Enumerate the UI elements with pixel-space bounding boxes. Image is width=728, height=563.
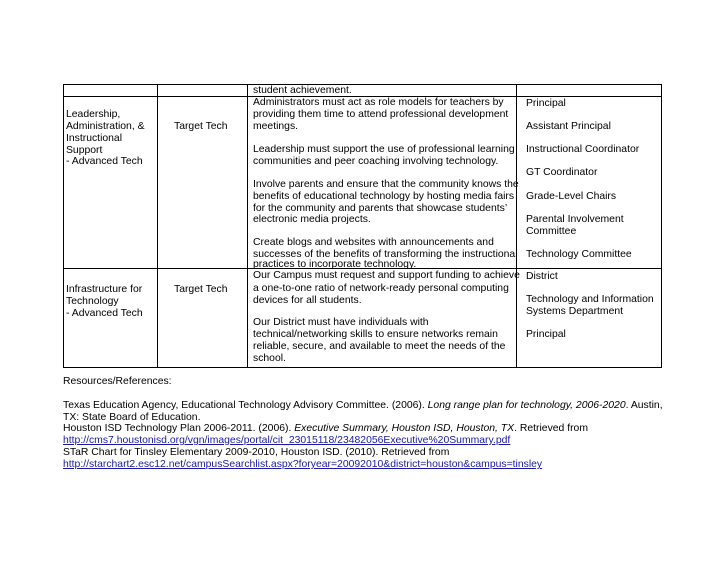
reference-text: . Retrieved from [514,423,588,434]
table-cell-action: providing them time to attend professional development [253,109,509,120]
table-cell-action: electronic media projects. [253,214,371,225]
reference-text: STaR Chart for Tinsley Elementary 2009-2010, Houston ISD. (2010). Retrieved from [63,447,450,458]
table-cell-action: successes of the benefits of transforming the instructional [253,249,518,260]
table-cell-area: Support [66,145,103,156]
table-cell-action: Involve parents and ensure that the community knows the [253,179,519,190]
table-cell-area: Leadership, [66,109,121,120]
reference-text: TX: State Board of Education. [63,412,201,423]
table-cell-area: Technology [66,296,119,307]
table-cell-responsible: Technology Committee [526,249,632,260]
reference-text: Texas Education Agency, Educational Technology Advisory Committee. (2006). [63,400,428,411]
table-cell-responsible: Systems Department [526,306,624,317]
table-cell-action: a one-to-one ratio of network-ready personal computing [253,283,509,294]
col-divider [516,84,517,368]
table-cell-area: Administration, & [66,121,145,132]
table-cell-responsible: Instructional Coordinator [526,144,640,155]
table-cell-action: school. [253,353,286,364]
table-cell-responsible: District [526,271,558,282]
table-cell-action: Leadership must support the use of professional learning [253,144,515,155]
col-divider [661,84,662,368]
table-cell-area: Instructional [66,133,123,144]
table-cell-action: reliable, secure, and available to meet the needs of the [253,341,506,352]
reference-title: Long range plan for technology, 2006-2020 [427,400,626,411]
table-cell-level: Target Tech [174,284,228,295]
table-cell-responsible: Grade-Level Chairs [526,191,617,202]
table-cell-action: technical/networking skills to ensure networks remain [253,329,498,340]
col-divider [247,84,248,368]
table-border-bottom [63,367,662,368]
reference-entry [63,423,588,435]
table-cell-action: student achievement. [253,85,352,96]
reference-entry [63,400,663,412]
table-cell-action: meetings. [253,121,299,132]
table-cell-action: for the community and parents that showcase students’ [253,203,508,214]
table-cell-action: Our District must have individuals with [253,317,429,328]
reference-link[interactable]: http://starchart2.esc12.net/campusSearchlist.aspx?foryear=20092010&district=houston&campus=tinsley [63,459,543,470]
table-cell-action: practices to incorporate technology. [253,259,417,270]
table-cell-action: Create blogs and websites with announcements and [253,237,494,248]
table-cell-action: Administrators must act as role models for teachers by [253,97,504,108]
table-cell-action: benefits of educational technology by hosting media fairs [253,191,515,202]
table-cell-area: Infrastructure for [66,284,143,295]
reference-link[interactable]: http://cms7.houstonisd.org/vgn/images/portal/cit_23015118/23482056Executive%20Summary.pdf [63,435,511,446]
table-cell-action: devices for all students. [253,295,362,306]
table-border-top [63,84,662,85]
references-heading: Resources/References: [63,376,172,387]
table-cell-action: communities and peer coaching involving technology. [253,156,499,167]
table-cell-action: Our Campus must request and support funding to achieve [253,270,520,281]
col-divider [63,84,64,368]
reference-text: Houston ISD Technology Plan 2006-2011. (2006). [63,423,295,434]
table-cell-responsible: Assistant Principal [526,121,611,132]
col-divider [157,84,158,368]
reference-title: Executive Summary, Houston ISD, Houston, TX [294,423,515,434]
table-cell-responsible: Parental Involvement [526,214,624,225]
table-cell-area: - Advanced Tech [66,156,143,167]
table-cell-responsible: Principal [526,329,566,340]
table-cell-area: - Advanced Tech [66,308,143,319]
table-cell-responsible: Principal [526,98,566,109]
table-cell-responsible: Committee [526,226,577,237]
table-cell-responsible: GT Coordinator [526,167,598,178]
table-cell-level: Target Tech [174,121,228,132]
reference-text: . Austin, [625,400,663,411]
table-cell-responsible: Technology and Information [526,294,654,305]
